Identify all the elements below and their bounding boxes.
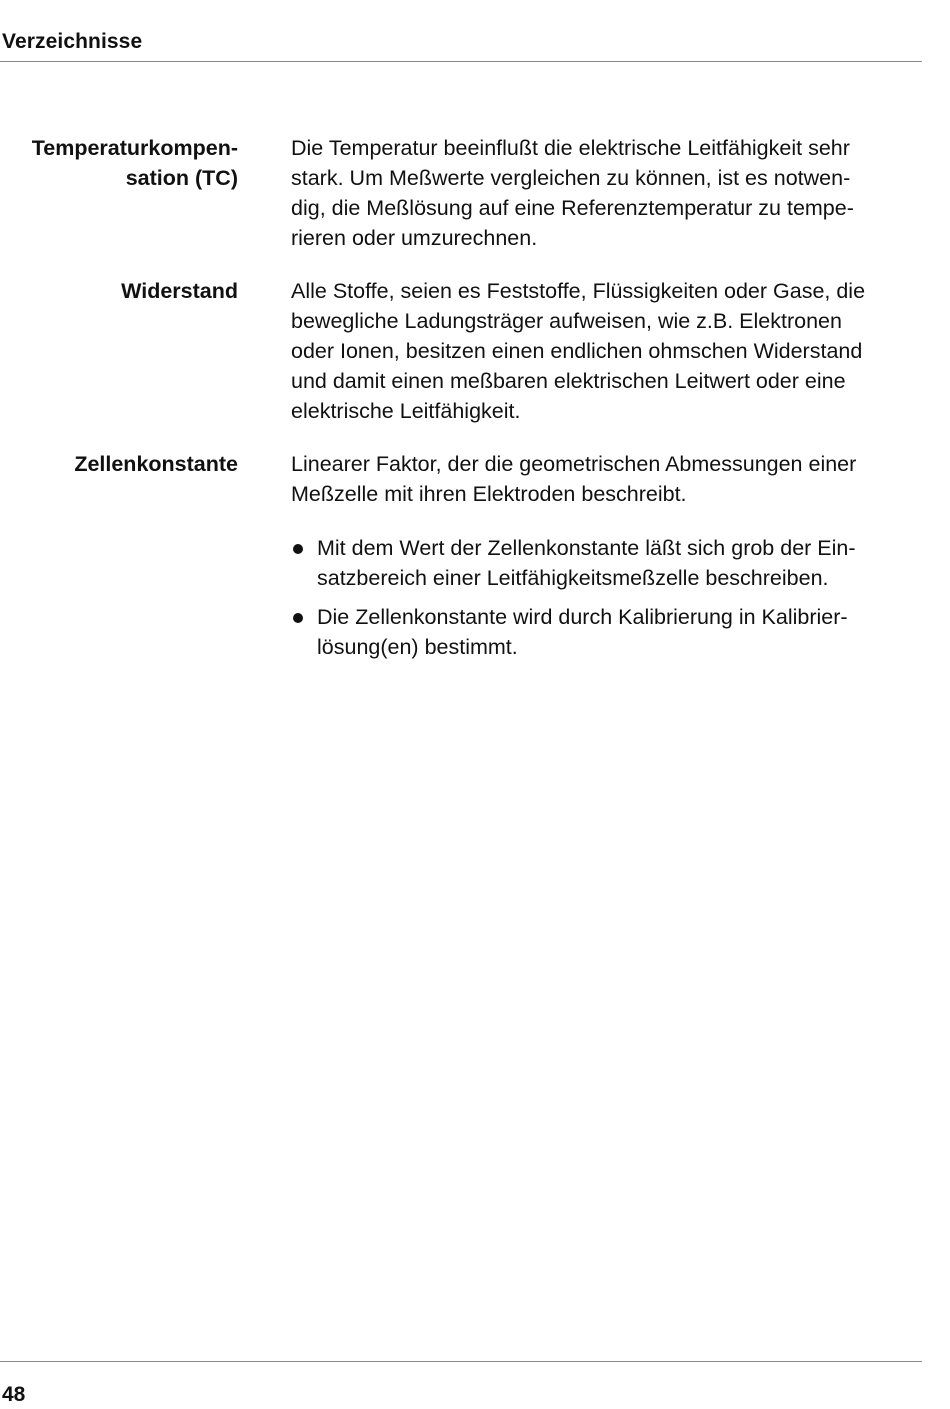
bullet-line: lösung(en) bestimmt. xyxy=(317,635,518,659)
running-header-title: Verzeichnisse xyxy=(2,30,143,53)
page-number: 48 xyxy=(2,1383,26,1406)
glossary-list xyxy=(0,133,922,671)
bullet-item xyxy=(291,533,922,593)
glossary-entry-temperaturkompensation xyxy=(0,133,922,253)
glossary-entry-widerstand xyxy=(0,276,922,426)
header-rule xyxy=(0,61,922,62)
term-line: Zellenkonstante xyxy=(74,452,238,476)
definition-line: Linearer Faktor, der die geometrischen Abmessungen einer xyxy=(291,452,857,476)
bullet-list xyxy=(291,533,922,662)
glossary-term xyxy=(0,276,238,306)
glossary-term xyxy=(0,133,238,193)
glossary-term xyxy=(0,449,238,479)
bullet-dot-icon xyxy=(293,544,303,554)
definition-line: oder Ionen, besitzen einen endlichen ohmschen Widerstand xyxy=(291,339,863,363)
bullet-line: Mit dem Wert der Zellenkonstante läßt sich grob der Ein- xyxy=(317,536,856,560)
definition-line: stark. Um Meßwerte vergleichen zu können, ist es notwen- xyxy=(291,166,851,190)
definition-line: dig, die Meßlösung auf eine Referenztemperatur zu tempe- xyxy=(291,196,854,220)
definition-line: und damit einen meßbaren elektrischen Leitwert oder eine xyxy=(291,369,846,393)
term-line: Temperaturkompen- xyxy=(31,136,238,160)
bullet-line: satzbereich einer Leitfähigkeitsmeßzelle beschreiben. xyxy=(317,566,829,590)
glossary-definition xyxy=(291,133,922,253)
bullet-dot-icon xyxy=(293,613,303,623)
definition-line: Meßzelle mit ihren Elektroden beschreibt. xyxy=(291,482,687,506)
footer-rule xyxy=(0,1361,922,1362)
definition-line: elektrische Leitfähigkeit. xyxy=(291,399,521,423)
definition-paragraph xyxy=(291,133,922,253)
definition-paragraph xyxy=(291,449,922,509)
definition-line: Alle Stoffe, seien es Feststoffe, Flüssigkeiten oder Gase, die xyxy=(291,279,866,303)
definition-line: rieren oder umzurechnen. xyxy=(291,226,538,250)
bullet-line: Die Zellenkonstante wird durch Kalibrierung in Kalibrier- xyxy=(317,605,848,629)
definition-line: Die Temperatur beeinflußt die elektrische Leitfähigkeit sehr xyxy=(291,136,850,160)
glossary-definition xyxy=(291,276,922,426)
bullet-item xyxy=(291,602,922,662)
glossary-entry-zellenkonstante xyxy=(0,449,922,671)
glossary-definition xyxy=(291,449,922,671)
definition-paragraph xyxy=(291,276,922,426)
term-line: sation (TC) xyxy=(125,166,238,190)
term-line: Widerstand xyxy=(121,279,238,303)
definition-line: bewegliche Ladungsträger aufweisen, wie z.B. Elektronen xyxy=(291,309,842,333)
